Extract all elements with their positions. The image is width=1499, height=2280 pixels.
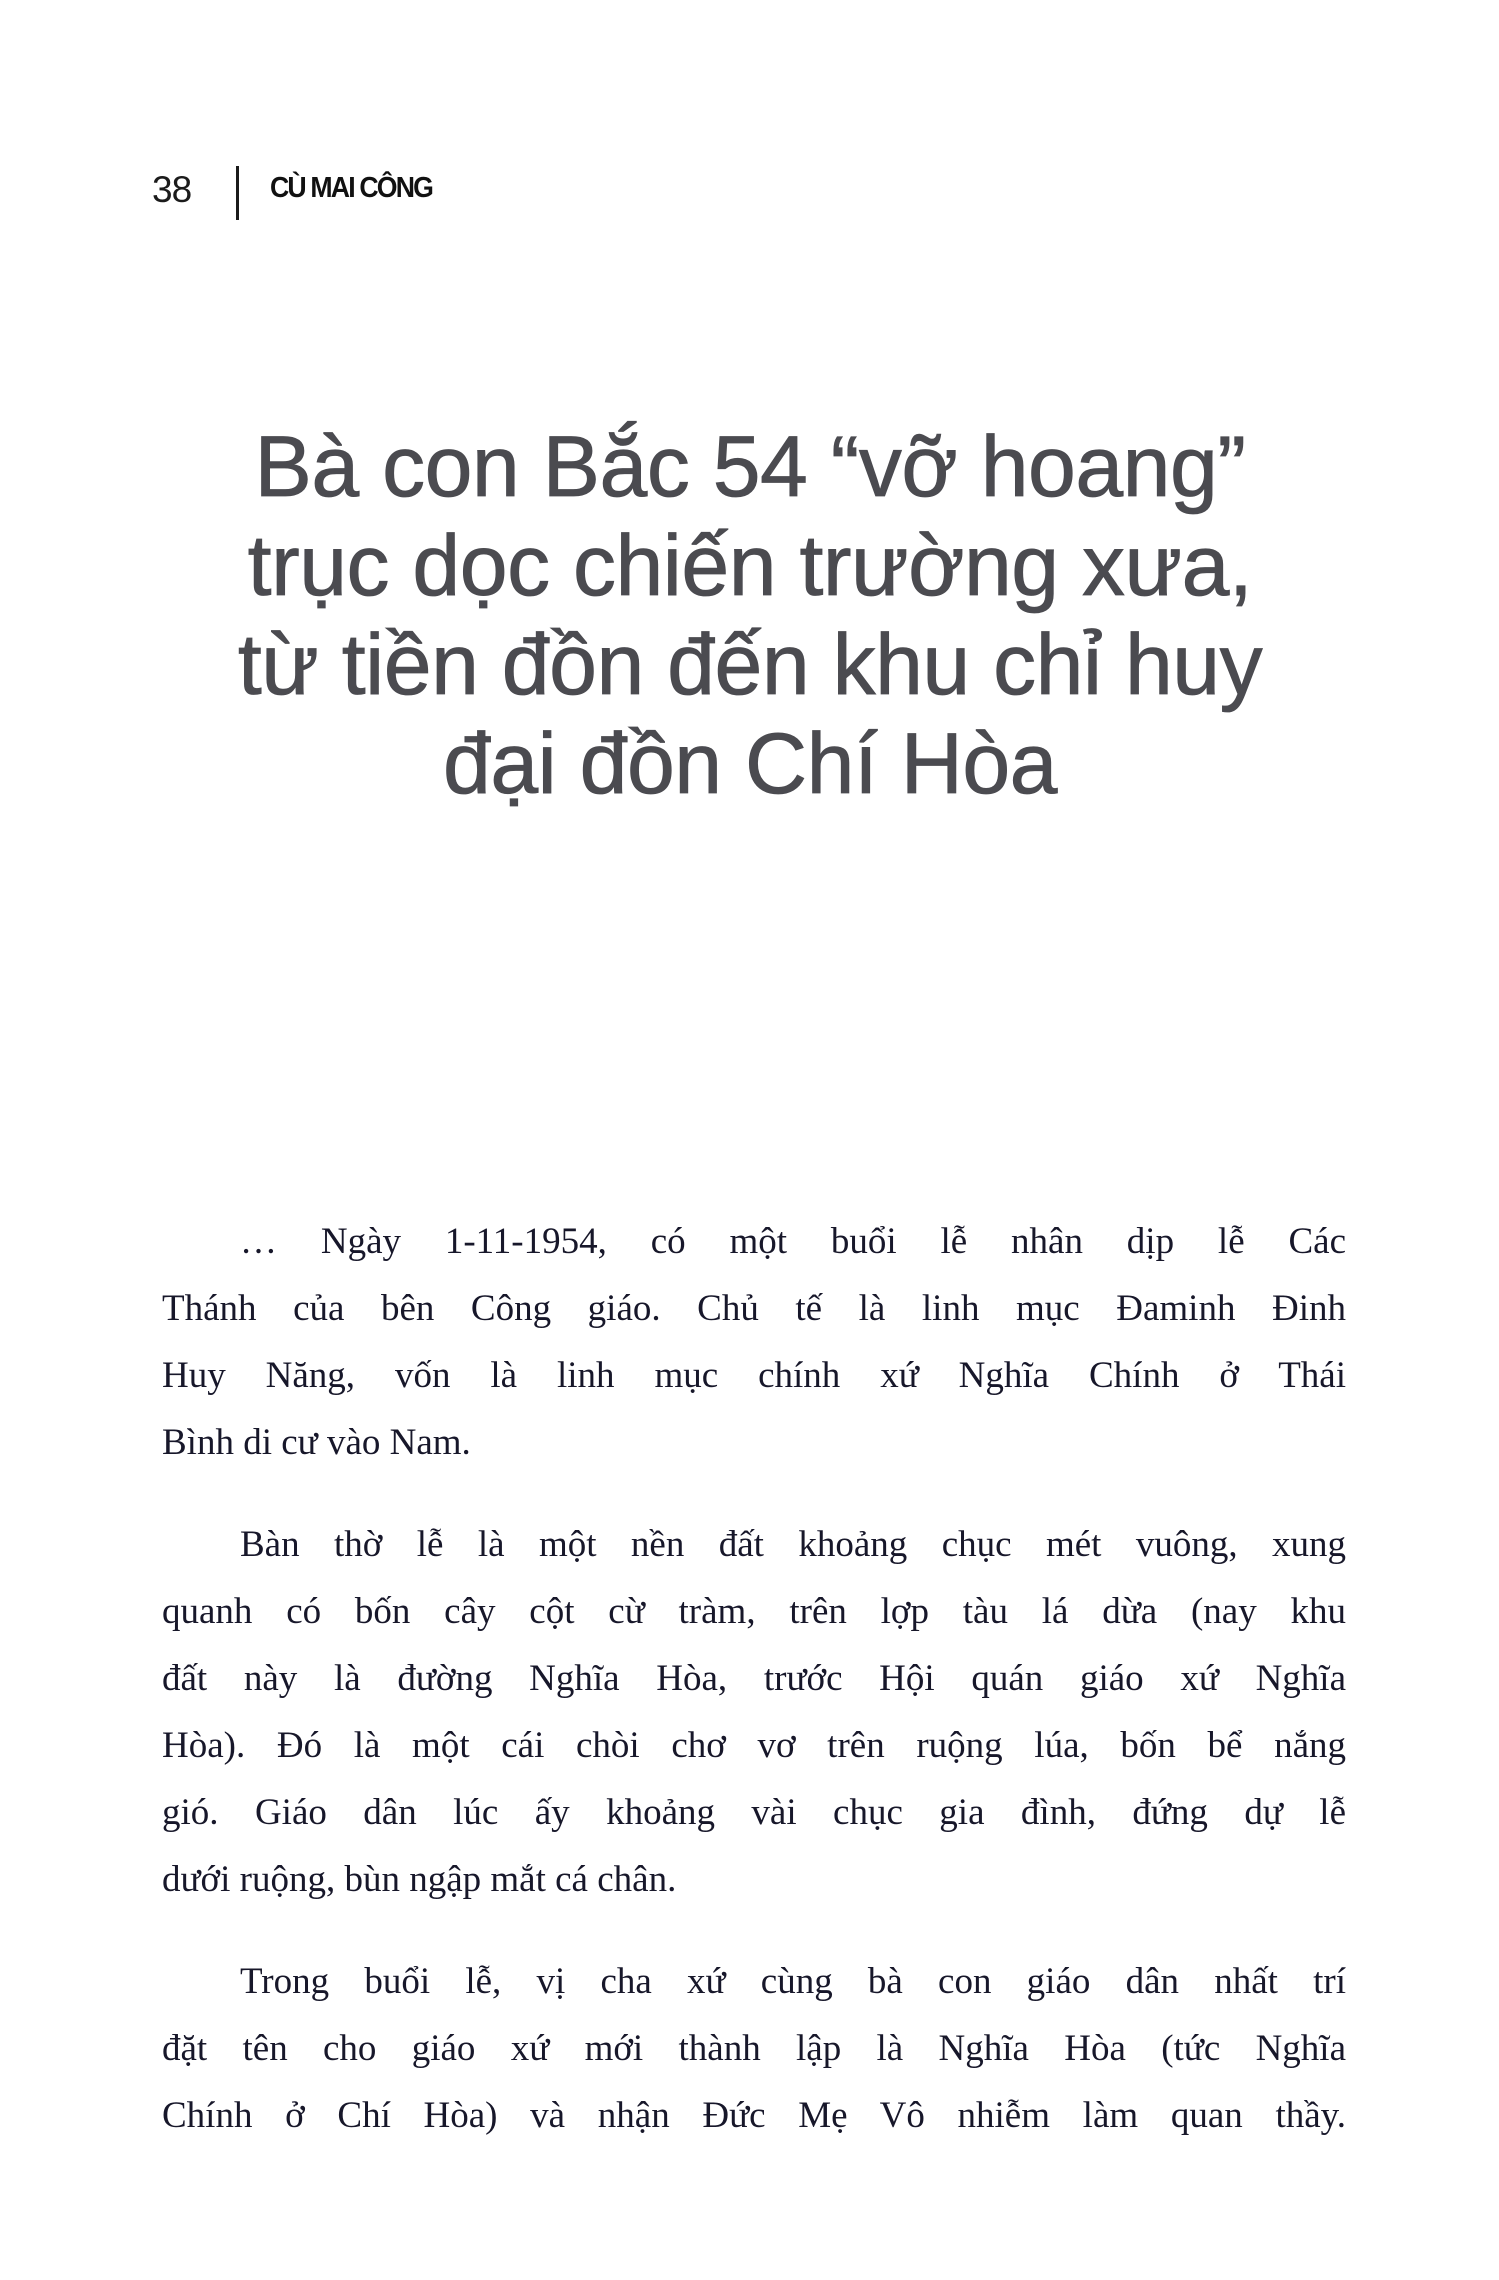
- text-line: Huy Năng, vốn là linh mục chính xứ Nghĩa Chính ở Thái: [162, 1355, 1346, 1396]
- chapter-title: [150, 418, 1350, 814]
- text-line: Chính ở Chí Hòa) và nhận Đức Mẹ Vô nhiễm làm quan thầy.: [162, 2095, 1346, 2136]
- text-line: … Ngày 1-11-1954, có một buổi lễ nhân dịp lễ Các: [240, 1221, 1346, 1262]
- author-name: CÙ MAI CÔNG: [270, 172, 433, 204]
- text-line: quanh có bốn cây cột cừ tràm, trên lợp tàu lá dừa (nay khu: [162, 1591, 1346, 1632]
- page-number: 38: [152, 169, 192, 210]
- title-line: Bà con Bắc 54 “vỡ hoang”: [254, 419, 1246, 515]
- header-divider: [236, 166, 239, 220]
- text-line: đất này là đường Nghĩa Hòa, trước Hội quán giáo xứ Nghĩa: [162, 1658, 1346, 1699]
- title-line: đại đồn Chí Hòa: [442, 716, 1058, 812]
- title-line: từ tiền đồn đến khu chỉ huy: [237, 617, 1263, 713]
- text-line: dưới ruộng, bùn ngập mắt cá chân.: [162, 1859, 677, 1900]
- text-line: Thánh của bên Công giáo. Chủ tế là linh mục Đaminh Đinh: [162, 1288, 1346, 1329]
- text-line: đặt tên cho giáo xứ mới thành lập là Nghĩa Hòa (tức Nghĩa: [162, 2028, 1346, 2069]
- body-text: [162, 1208, 1346, 2184]
- paragraph-3: [162, 1948, 1346, 2149]
- title-line: trục dọc chiến trường xưa,: [247, 518, 1253, 614]
- text-line: Bình di cư vào Nam.: [162, 1422, 471, 1463]
- text-line: Bàn thờ lễ là một nền đất khoảng chục mét vuông, xung: [240, 1524, 1346, 1565]
- paragraph-2: [162, 1511, 1346, 1913]
- text-line: gió. Giáo dân lúc ấy khoảng vài chục gia đình, đứng dự lễ: [162, 1792, 1346, 1833]
- text-line: Trong buổi lễ, vị cha xứ cùng bà con giáo dân nhất trí: [240, 1961, 1346, 2002]
- text-line: Hòa). Đó là một cái chòi chơ vơ trên ruộng lúa, bốn bể nắng: [162, 1725, 1346, 1766]
- paragraph-1: [162, 1208, 1346, 1476]
